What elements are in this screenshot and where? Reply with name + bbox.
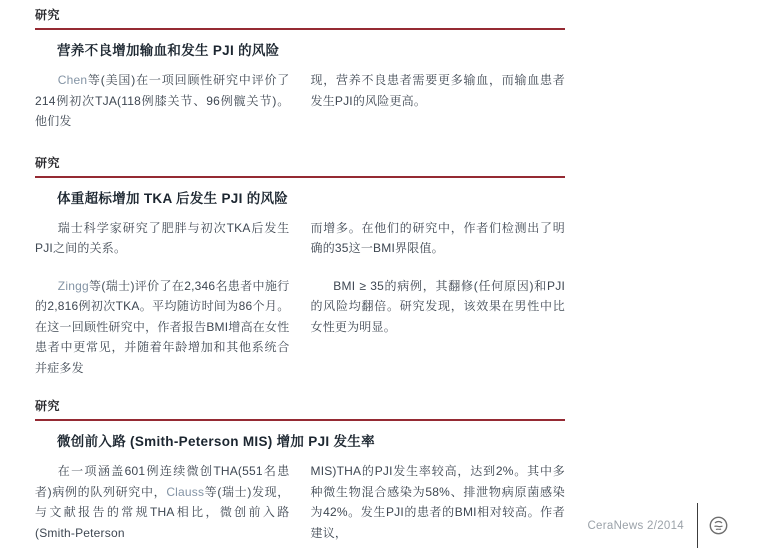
paragraph (311, 461, 566, 543)
paragraph (311, 276, 566, 338)
page-footer (587, 503, 728, 548)
section-title: 营养不良增加输血和发生 PJI 的风险 (57, 43, 280, 58)
author-name: Chen (57, 73, 88, 87)
paragraph (35, 461, 290, 543)
author-name: Zingg (57, 278, 89, 293)
section-rule (35, 419, 565, 421)
research-section-3 (35, 399, 565, 543)
section-label: 研究 (35, 8, 61, 22)
paragraph-text: MIS)THA的PJI发生率较高，达到2%。其中多种微生物混合感染为58%、排泄物病原菌感染为42%。发生PJI的患者的BMI相对较高。作者建议， (310, 464, 565, 540)
paragraph (35, 276, 290, 379)
paragraph-text: 在一项涵盖601例连续微创THA(551名患者)病例的队列研究中， (35, 464, 290, 499)
paragraph-text: BMI ≥ 35的病例，其翻修(任何原因)和PJI的风险均翻倍。研究发现，该效果在男性中比女性更为明显。 (310, 278, 565, 334)
page-content (35, 8, 565, 543)
paragraph (35, 70, 290, 132)
paragraph-text: 瑞士科学家研究了肥胖与初次TKA后发生PJI之间的关系。 (35, 220, 290, 255)
research-section-2 (35, 156, 565, 379)
paragraph-text: 等(瑞士)发现，与文献报告的常规THA相比，微创前入路(Smith-Peterson (35, 484, 290, 540)
left-column (35, 70, 290, 132)
two-column-text (35, 218, 565, 379)
section-title: 体重超标增加 TKA 后发生 PJI 的风险 (57, 190, 289, 206)
paragraph (35, 218, 290, 259)
section-rule (35, 28, 565, 30)
section-rule (35, 176, 565, 178)
left-column (35, 461, 290, 543)
right-column (311, 70, 566, 132)
paragraph-text: 而增多。在他们的研究中，作者们检测出了明确的35这一BMI界限值。 (310, 220, 565, 255)
paragraph (311, 70, 566, 111)
right-column (311, 218, 566, 379)
footer-divider (697, 503, 698, 548)
section-title: 微创前入路 (Smith-Peterson MIS) 增加 PJI 发生率 (57, 434, 375, 449)
ceramtec-seal-logo-icon (709, 516, 728, 535)
paragraph-text: 等(美国)在一项回顾性研究中评价了214例初次TJA(118例膝关节、96例髋关节)。他们发 (35, 73, 290, 128)
paragraph-text: 等(瑞士)评价了在2,346名患者中施行的2,816例初次TKA。平均随访时间为86个月。在这一回顾性研究中，作者报告BMI增高在女性患者中更常见，并随着年龄增加和其他系统合并症多发 (35, 278, 290, 375)
research-section-1 (35, 8, 565, 132)
author-name: Clauss (166, 484, 205, 499)
left-column (35, 218, 290, 379)
paragraph (311, 218, 566, 259)
section-label: 研究 (35, 155, 61, 170)
paragraph-text: 现，营养不良患者需要更多输血，而输血患者发生PJI的风险更高。 (310, 73, 565, 108)
two-column-text (35, 70, 565, 132)
two-column-text (35, 461, 565, 543)
section-label: 研究 (35, 399, 61, 413)
right-column (311, 461, 566, 543)
issue-label: CeraNews 2/2014 (587, 519, 684, 532)
